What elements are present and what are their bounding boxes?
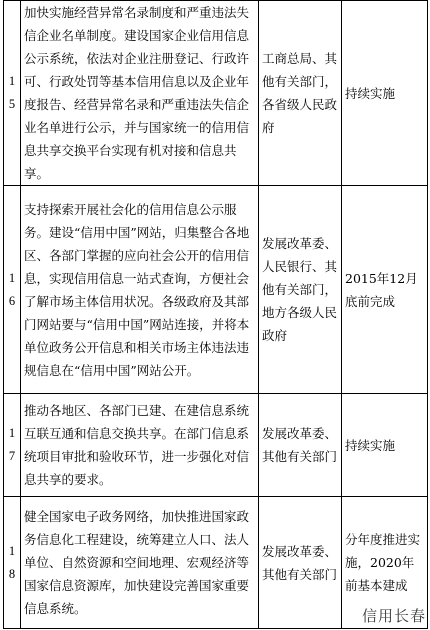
task-cell: 健全国家电子政务网络，加快推进国家政务信息化工程建设，统筹建立人口、法人单位、自然资源和空间地理、宏观经济等国家信息资源库，加快建设完善国家重要信息系统。	[21, 497, 259, 629]
task-cell: 推动各地区、各部门已建、在建信息系统互联互通和信息交换共享。在部门信息系统项目审批和验收环节，进一步强化对信息共享的要求。	[21, 394, 259, 497]
timeline-cell: 持续实施	[342, 394, 428, 497]
row-number: 16	[4, 186, 21, 394]
policy-table	[3, 0, 428, 629]
department-cell: 发展改革委、人民银行、其他有关部门，地方各级人民政府	[259, 186, 342, 394]
task-cell: 加快实施经营异常名录制度和严重违法失信企业名单制度。建设国家企业信用信息公示系统，依法对企业注册登记、行政许可、行政处罚等基本信用信息以及企业年度报告、经营异常名录和严重违法失信企业名单进行公示，并与国家统一的信用信息共享交换平台实现有机对接和信息共享。	[21, 1, 259, 186]
department-cell: 工商总局、其他有关部门，各省级人民政府	[259, 1, 342, 186]
timeline-cell: 分年度推进实施，2020年前基本建成	[342, 497, 428, 629]
table-row	[4, 1, 428, 186]
department-cell: 发展改革委、其他有关部门	[259, 497, 342, 629]
table-row	[4, 186, 428, 394]
row-number: 15	[4, 1, 21, 186]
timeline-cell: 2015年12月底前完成	[342, 186, 428, 394]
row-number: 17	[4, 394, 21, 497]
task-cell: 支持探索开展社会化的信用信息公示服务。建设“信用中国”网站，归集整合各地区、各部门掌握的应向社会公开的信用信息，实现信用信息一站式查询，方便社会了解市场主体信用状况。各级政府及其部门网站要与“信用中国”网站连接，并将本单位政务公开信息和相关市场主体违法违规信息在“信用中国”网站公开。	[21, 186, 259, 394]
timeline-cell: 持续实施	[342, 1, 428, 186]
department-cell: 发展改革委、其他有关部门	[259, 394, 342, 497]
table-row	[4, 394, 428, 497]
watermark: 信用长春	[361, 607, 426, 625]
row-number: 18	[4, 497, 21, 629]
